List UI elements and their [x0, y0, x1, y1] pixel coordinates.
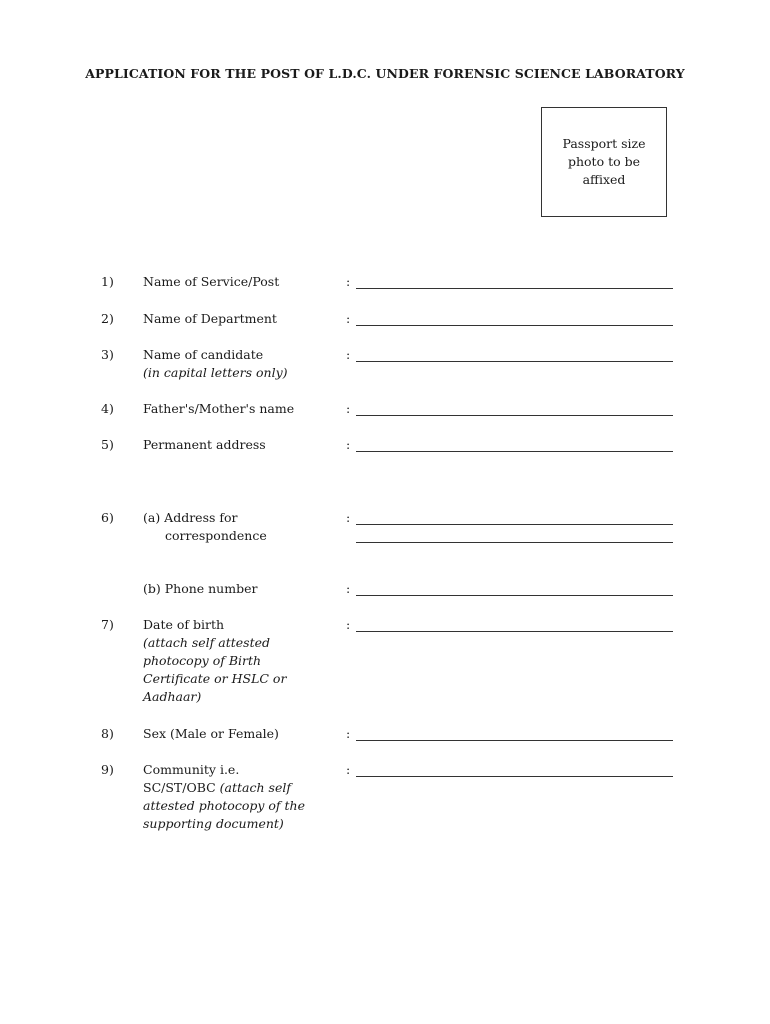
community-note-line-2: supporting document)	[143, 816, 284, 831]
dob-label: Date of birth	[143, 617, 225, 632]
field-label-sex: Sex (Male or Female)	[143, 726, 279, 741]
photo-box-line-2: photo to be	[567, 154, 641, 169]
field-label-phone-number: (b) Phone number	[143, 581, 258, 596]
field-colon: :	[346, 617, 351, 632]
field-label-candidate-name	[143, 346, 333, 382]
photo-box-line-1: Passport size	[562, 136, 646, 151]
field-colon: :	[346, 401, 351, 416]
input-line-candidate-name[interactable]	[356, 361, 673, 362]
dob-note-line-4: Aadhaar)	[143, 689, 202, 704]
field-label-community	[143, 761, 333, 833]
field-label-correspondence-address	[143, 509, 333, 545]
field-label-date-of-birth	[143, 616, 333, 706]
field-number: 7)	[101, 617, 114, 632]
field-number: 2)	[101, 311, 114, 326]
candidate-name-label: Name of candidate	[143, 347, 264, 362]
input-line-community[interactable]	[356, 776, 673, 777]
field-colon: :	[346, 581, 351, 596]
dob-note-line-3: Certificate or HSLC or	[143, 671, 287, 686]
input-line-parent-name[interactable]	[356, 415, 673, 416]
field-number: 5)	[101, 437, 114, 452]
input-line-phone-number[interactable]	[356, 595, 673, 596]
field-number: 4)	[101, 401, 114, 416]
field-colon: :	[346, 726, 351, 741]
field-label-department: Name of Department	[143, 311, 277, 326]
field-label-permanent-address: Permanent address	[143, 437, 266, 452]
field-number: 3)	[101, 347, 114, 362]
community-label-line-2-wrap	[143, 779, 333, 797]
dob-note-line-2: photocopy of Birth	[143, 653, 262, 668]
field-colon: :	[346, 347, 351, 362]
correspondence-label-line-2: correspondence	[165, 528, 267, 543]
field-colon: :	[346, 437, 351, 452]
photo-box-line-3: affixed	[582, 172, 626, 187]
input-line-correspondence-address-2[interactable]	[356, 542, 673, 543]
field-number: 1)	[101, 274, 114, 289]
community-note-inline: (attach self	[219, 780, 291, 795]
input-line-department[interactable]	[356, 325, 673, 326]
community-note-line-1: attested photocopy of the	[143, 798, 305, 813]
correspondence-label-line-1: (a) Address for	[143, 510, 238, 525]
input-line-service-post[interactable]	[356, 288, 673, 289]
field-label-parent-name: Father's/Mother's name	[143, 401, 295, 416]
input-line-sex[interactable]	[356, 740, 673, 741]
field-number: 8)	[101, 726, 114, 741]
field-colon: :	[346, 762, 351, 777]
input-line-permanent-address[interactable]	[356, 451, 673, 452]
candidate-name-note: (in capital letters only)	[143, 365, 288, 380]
passport-photo-box	[541, 107, 667, 217]
field-colon: :	[346, 311, 351, 326]
community-label: Community i.e.	[143, 762, 240, 777]
field-number: 9)	[101, 762, 114, 777]
input-line-correspondence-address-1[interactable]	[356, 524, 673, 525]
form-title: APPLICATION FOR THE POST OF L.D.C. UNDER FORENSIC SCIENCE LABORATORY	[85, 66, 685, 81]
field-colon: :	[346, 510, 351, 525]
input-line-date-of-birth[interactable]	[356, 631, 673, 632]
dob-note-line-1: (attach self attested	[143, 635, 270, 650]
community-label-line-2: SC/ST/OBC	[143, 780, 216, 795]
field-label-service-post: Name of Service/Post	[143, 274, 280, 289]
field-number: 6)	[101, 510, 114, 525]
field-colon: :	[346, 274, 351, 289]
